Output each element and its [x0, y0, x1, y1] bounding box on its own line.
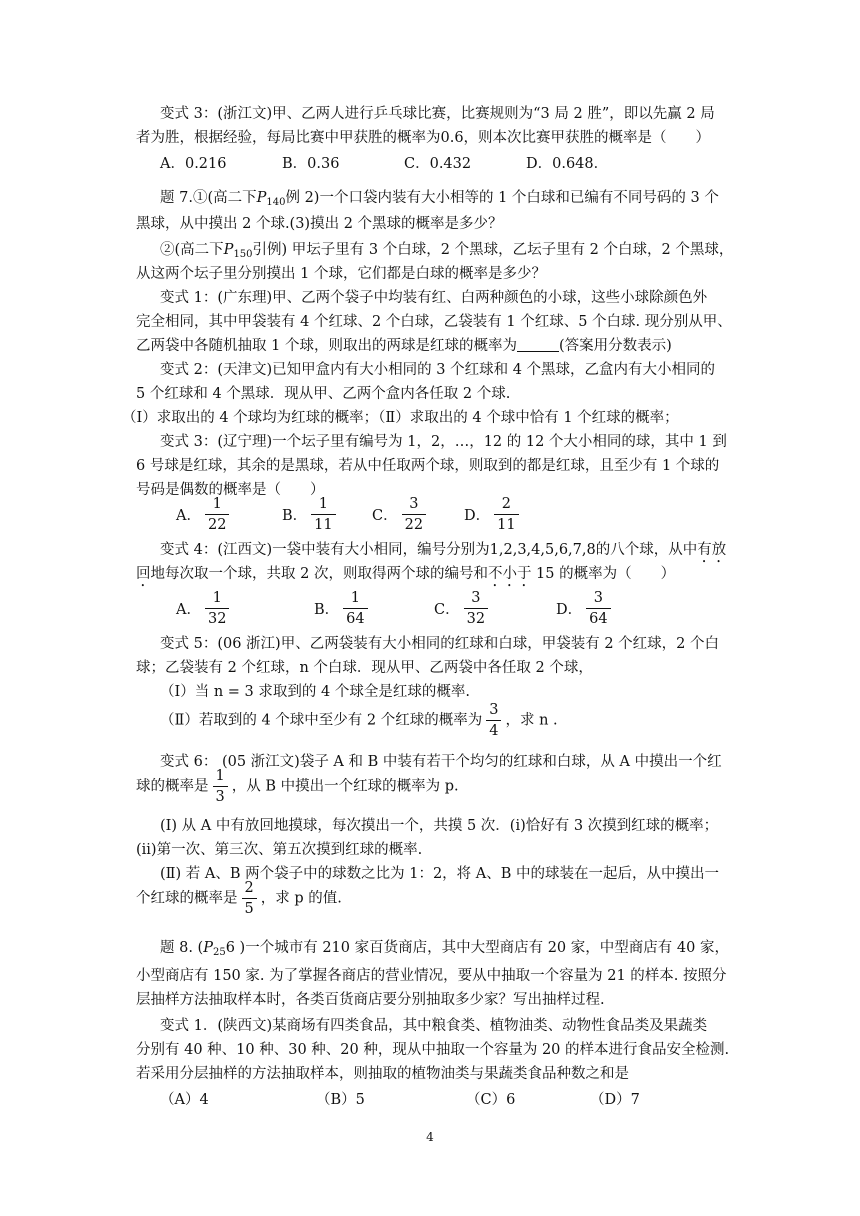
- fraction-option-d: D． $\frac{2}{11}$: [464, 494, 523, 535]
- variant3-liaoning-line1: 变式 3：(辽宁理)一个坛子里有编号为 1，2，…，12 的 12 个大小相同的球，其中 1 到: [160, 434, 727, 450]
- variant5-line2: 球；乙袋装有 2 个红球，n 个白球．现从甲、乙两袋中各任取 2 个球，: [136, 660, 593, 676]
- variant2-line2: 5 个红球和 4 个黑球．现从甲、乙两个盒内各任取 2 个球.: [136, 386, 511, 402]
- fraction-option-d: D． $\frac{3}{64}$: [556, 588, 615, 629]
- variant5-line1: 变式 5：(06 浙江)甲、乙两袋装有大小相同的红球和白球，甲袋装有 2 个红球，2 个白: [160, 636, 719, 652]
- option-a: （A）4: [160, 1092, 209, 1108]
- option-d: （D）7: [590, 1092, 640, 1108]
- variant3-zhejiang-line1: 变式 3：(浙江文)甲、乙两人进行乒乓球比赛，比赛规则为“3 局 2 胜”，即以先赢 2 局: [160, 106, 715, 122]
- fraction-option-c: C． $\frac{3}{22}$: [372, 494, 430, 535]
- variant3-liaoning-line2: 6 号球是红球，其余的是黑球，若从中任取两个球，则取到的都是红球，且至少有 1 个球的: [136, 458, 720, 474]
- variant1-shaanxi-line3: 若采用分层抽样的方法抽取样本，则抽取的植物油类与果蔬类食品种数之和是: [136, 1066, 629, 1082]
- option-c: C．0.432: [404, 156, 472, 172]
- variant1-shaanxi-line2: 分别有 40 种、10 种、30 种、20 种，现从中抽取一个容量为 20 的样本进行食品安全检测.: [136, 1042, 730, 1058]
- variant5-part1: （Ⅰ）当 n = 3 求取到的 4 个球全是红球的概率.: [160, 684, 470, 700]
- variant1-line3: 乙两袋中各随机抽取 1 个球，则取出的两球是红球的概率为 (答案用分数表示): [136, 338, 672, 354]
- variant3-zhejiang-line2: 者为胜，根据经验，每局比赛中甲获胜的概率为0.6，则本次比赛甲获胜的概率是（ ）: [136, 130, 711, 146]
- option-b: （B）5: [316, 1092, 365, 1108]
- problem7-line2: 黑球，从中摸出 2 个球.(3)摸出 2 个黑球的概率是多少？: [136, 216, 503, 232]
- variant6-part2-line1: (Ⅱ) 若 A、B 两个袋子中的球数之比为 1：2，将 A、B 中的球装在一起后，从中摸出一: [160, 866, 720, 882]
- variant6-part1-line1: (Ⅰ) 从 A 中有放回地摸球，每次摸出一个，共摸 5 次．(i)恰好有 3 次摸到红球的概率；: [160, 818, 719, 834]
- problem7-part2-line2: 从这两个坛子里分别摸出 1 个球，它们都是白球的概率是多少？: [136, 266, 546, 282]
- variant2-line3: （Ⅰ）求取出的 4 个球均为红球的概率；（Ⅱ）求取出的 4 个球中恰有 1 个红球的概率；: [122, 410, 679, 426]
- problem7-line1: 题 7.①(高二下$P_{140}$例 2)一个口袋内装有大小相等的 1 个白球和已编有不同号码的 3 个: [160, 190, 719, 208]
- fraction-option-b: B． $\frac{1}{64}$: [314, 588, 372, 629]
- variant4-line1: 变式 4：(江西文)一袋中装有大小相同，编号分别为1,2,3,4,5,6,7,8的八个球，从中有放: [160, 542, 727, 558]
- option-a: A．0.216: [160, 156, 227, 172]
- variant6-part1-line2: (ii)第一次、第三次、第五次摸到红球的概率.: [136, 842, 423, 858]
- fraction-option-a: A． $\frac{1}{32}$: [176, 588, 233, 629]
- fraction-option-b: B． $\frac{1}{11}$: [282, 494, 340, 535]
- fraction-option-a: A． $\frac{1}{22}$: [176, 494, 233, 535]
- option-c: （C）6: [466, 1092, 516, 1108]
- variant5-part2: （Ⅱ）若取到的 4 个球中至少有 2 个红球的概率为 $\frac{3}{4}$ ，求 n .: [160, 702, 558, 739]
- variant1-line1: 变式 1：(广东理)甲、乙两个袋子中均装有红、白两种颜色的小球，这些小球除颜色外: [160, 290, 708, 306]
- option-d: D．0.648．: [526, 156, 609, 172]
- variant1-shaanxi-line1: 变式 1．(陕西文)某商场有四类食品，其中粮食类、植物油类、动物性食品类及果蔬类: [160, 1018, 708, 1034]
- variant6-part2-line2: 个红球的概率是 $\frac{2}{5}$ ，求 p 的值.: [136, 880, 342, 917]
- option-b: B．0.36: [282, 156, 340, 172]
- problem8-line3: 层抽样方法抽取样本时，各类百货商店要分别抽取多少家？写出抽样过程.: [136, 992, 605, 1008]
- fraction-option-c: C． $\frac{3}{32}$: [434, 588, 492, 629]
- variant6-line1: 变式 6： (05 浙江文)袋子 A 和 B 中装有若干个均匀的红球和白球，从 A 中摸出一个红: [160, 754, 722, 770]
- problem7-part2-line1: ②(高二下$P_{150}$引例) 甲坛子里有 3 个白球，2 个黑球，乙坛子里有 2 个白球，2 个黑球，: [160, 242, 734, 260]
- answer-blank: [517, 337, 559, 352]
- variant4-line2: 回地每次取一个球，共取 2 次，则取得两个球的编号和不小于 15 的概率为（ ）: [136, 566, 676, 582]
- variant1-line2: 完全相同，其中甲袋装有 4 个红球、2 个白球，乙袋装有 1 个红球、5 个白球. 现分别从甲、: [136, 314, 732, 330]
- problem8-line2: 小型商店有 150 家. 为了掌握各商店的营业情况，要从中抽取一个容量为 21 的样本. 按照分: [136, 968, 727, 984]
- problem8-line1: 题 8. ($P_{25}6$ )一个城市有 210 家百货商店，其中大型商店有 20 家，中型商店有 40 家，: [160, 940, 729, 958]
- variant2-line1: 变式 2：(天津文)已知甲盒内有大小相同的 3 个红球和 4 个黑球，乙盒内有大小相同的: [160, 362, 716, 378]
- variant3-liaoning-line3: 号码是偶数的概率是（ ）: [136, 482, 325, 498]
- page-number: 4: [426, 1130, 434, 1144]
- variant6-line2: 球的概率是 $\frac{1}{3}$ ，从 B 中摸出一个红球的概率为 p.: [136, 768, 459, 805]
